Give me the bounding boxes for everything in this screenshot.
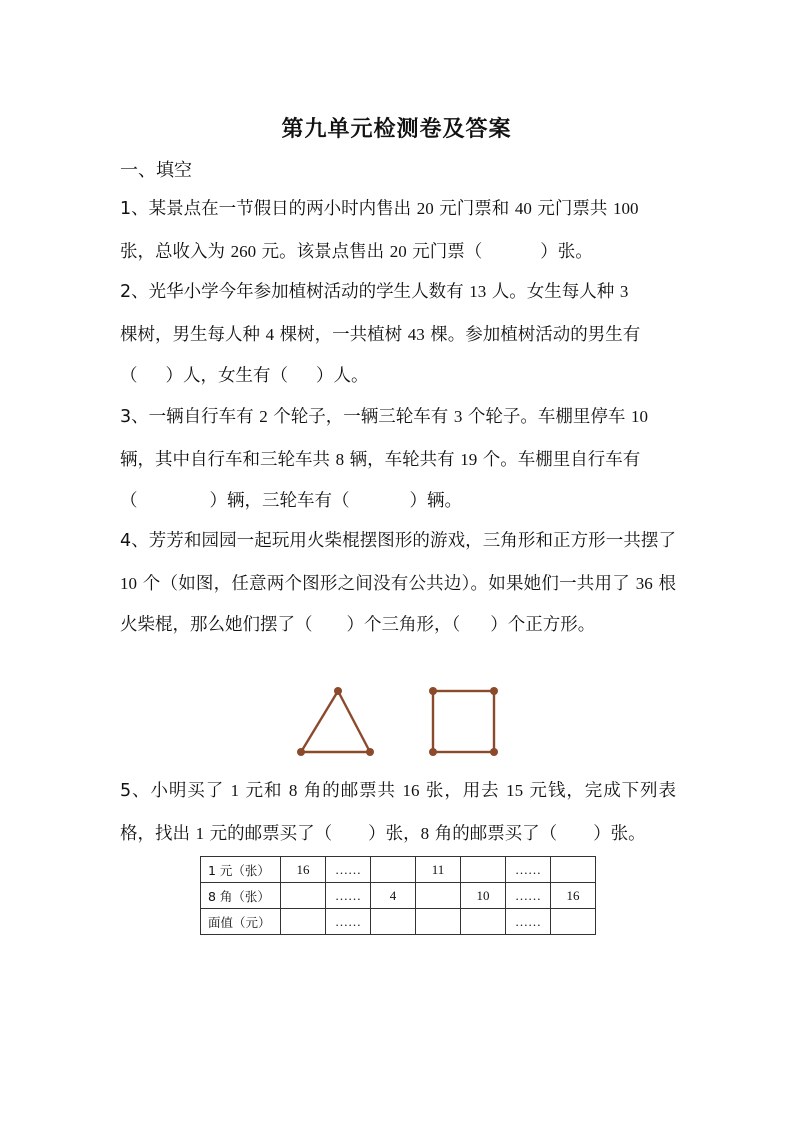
table-cell[interactable] bbox=[461, 857, 506, 883]
question-2: 2、光华小学今年参加植树活动的学生人数有 13 人。女生每人种 3 棵树，男生每人种 4 棵树，一共植树 43 棵。参加植树活动的男生有 （ ）人，女生有（ ）人。 bbox=[120, 282, 641, 386]
table-row bbox=[201, 857, 596, 883]
table-cell[interactable]: …… bbox=[506, 883, 551, 909]
table-cell[interactable] bbox=[551, 909, 596, 935]
table-cell[interactable]: 16 bbox=[551, 883, 596, 909]
table-cell[interactable]: 10 bbox=[461, 883, 506, 909]
table-cell[interactable] bbox=[551, 857, 596, 883]
table-cell[interactable]: 16 bbox=[281, 857, 326, 883]
row-label: 1 元（张） bbox=[201, 857, 281, 883]
row-label: 面值（元） bbox=[201, 909, 281, 935]
table-cell[interactable]: …… bbox=[506, 909, 551, 935]
table-cell[interactable] bbox=[416, 883, 461, 909]
table-row bbox=[201, 883, 596, 909]
table-row bbox=[201, 909, 596, 935]
question-1: 1、某景点在一节假日的两小时内售出 20 元门票和 40 元门票共 100 张，总收入为 260 元。该景点售出 20 元门票（ ）张。 bbox=[120, 199, 639, 262]
section-heading: 一、填空 bbox=[120, 160, 192, 181]
matchstick-figures bbox=[295, 684, 505, 762]
table-cell[interactable]: …… bbox=[326, 909, 371, 935]
question-5: 5、小明买了 1 元和 8 角的邮票共 16 张，用去 15 元钱，完成下列表格，找出 1 元的邮票买了（ ）张，8 角的邮票买了（ ）张。 bbox=[120, 781, 676, 844]
triangle-figure bbox=[301, 691, 370, 752]
table-cell[interactable]: 4 bbox=[371, 883, 416, 909]
square-vertices bbox=[429, 687, 498, 756]
question-3: 3、一辆自行车有 2 个轮子，一辆三轮车有 3 个轮子。车棚里停车 10 辆，其中自行车和三轮车共 8 辆，车轮共有 19 个。车棚里自行车有 （ ）辆，三轮车有（ ）辆。 bbox=[120, 407, 648, 511]
table-cell[interactable]: …… bbox=[326, 883, 371, 909]
table-cell[interactable]: …… bbox=[506, 857, 551, 883]
table-cell[interactable]: 11 bbox=[416, 857, 461, 883]
table-cell[interactable] bbox=[371, 909, 416, 935]
stamp-table bbox=[200, 856, 596, 935]
page-title: 第九单元检测卷及答案 bbox=[281, 117, 512, 142]
table-cell[interactable] bbox=[416, 909, 461, 935]
table-cell[interactable] bbox=[371, 857, 416, 883]
square-figure bbox=[433, 691, 494, 752]
table-cell[interactable] bbox=[461, 909, 506, 935]
table-cell[interactable]: …… bbox=[326, 857, 371, 883]
question-4: 4、芳芳和园园一起玩用火柴棍摆图形的游戏，三角形和正方形一共摆了 10 个（如图，任意两个图形之间没有公共边）。如果她们一共用了 36 根火柴棍，那么她们摆了（ ）个三角形，（ ）个正方形。 bbox=[120, 531, 676, 635]
row-label: 8 角（张） bbox=[201, 883, 281, 909]
table-cell[interactable] bbox=[281, 909, 326, 935]
table-cell[interactable] bbox=[281, 883, 326, 909]
